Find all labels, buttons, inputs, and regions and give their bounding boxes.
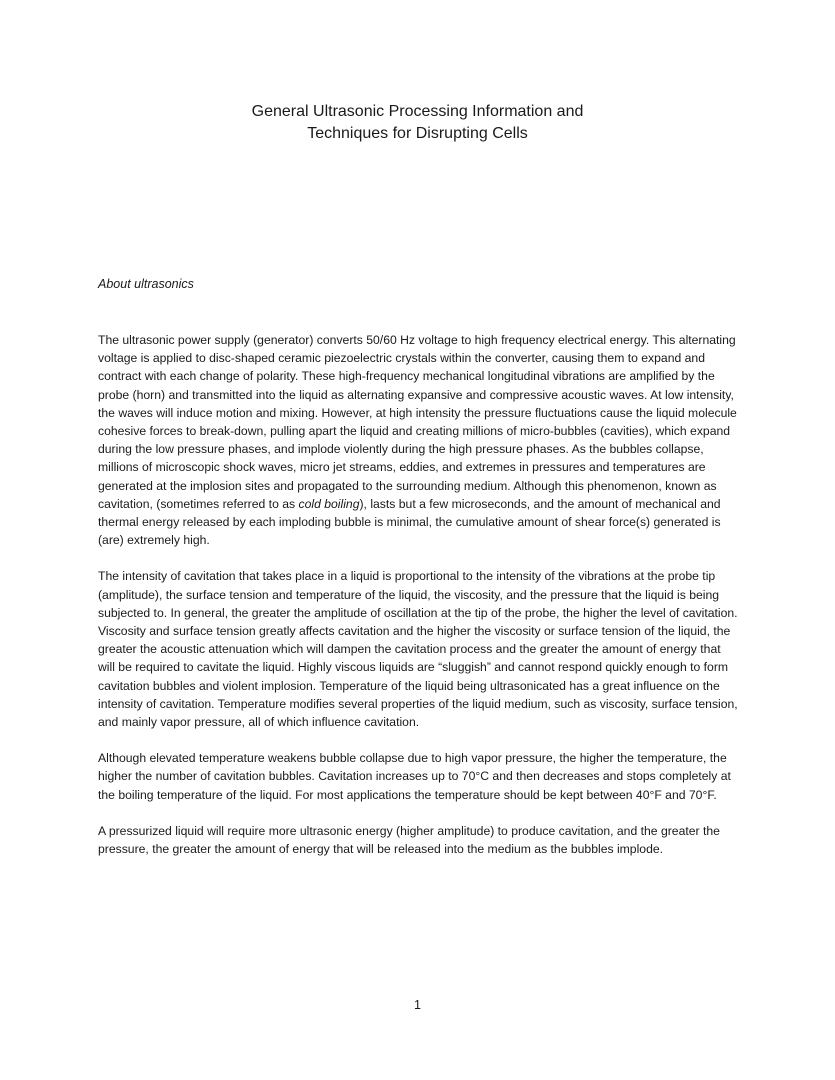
paragraph-4: A pressurized liquid will require more ultrasonic energy (higher amplitude) to produce cavitation, and the greater the pressure, the greater the amount of energy that will be released into the medium as the bubbles implode.	[98, 823, 720, 857]
page-number: 1	[414, 998, 421, 1012]
section-heading: About ultrasonics	[98, 277, 194, 291]
paragraph-1	[98, 331, 740, 549]
page-title	[0, 101, 835, 145]
body-text	[98, 331, 740, 876]
paragraph-1-text-a: The ultrasonic power supply (generator) converts 50/60 Hz voltage to high frequency electrical energy. This alternating voltage is applied to disc-shaped ceramic piezoelectric crystals within the converter, causing them to expand and contract with each change of polarity. These high-frequency mechanical longitudinal vibrations are amplified by the probe (horn) and transmitted into the liquid as alternating expansive and compressive acoustic waves. At low intensity, the waves will induce motion and mixing. However, at high intensity the pressure fluctuations cause the liquid molecule cohesive forces to break-down, pulling apart the liquid and creating millions of micro-bubbles (cavities), which expand during the low pressure phases, and implode violently during the high pressure phases. As the bubbles collapse, millions of microscopic shock waves, micro jet streams, eddies, and extremes in pressures and temperatures are generated at the implosion sites and propagated to the surrounding medium. Although this phenomenon, known as cavitation, (sometimes referred to as	[98, 333, 737, 511]
paragraph-2: The intensity of cavitation that takes place in a liquid is proportional to the intensity of the vibrations at the probe tip (amplitude), the surface tension and temperature of the liquid, the viscosity, and the pressure that the liquid is being subjected to. In general, the greater the amplitude of oscillation at the tip of the probe, the higher the level of cavitation. Viscosity and surface tension greatly affects cavitation and the higher the viscosity or surface tension of the liquid, the greater the acoustic attenuation which will dampen the cavitation process and the greater the amount of energy that will be required to cavitate the liquid. Highly viscous liquids are “sluggish” and cannot respond quickly enough to form cavitation bubbles and violent implosion. Temperature of the liquid being ultrasonicated has a great influence on the intensity of cavitation. Temperature modifies several properties of the liquid medium, such as viscosity, surface tension, and mainly vapor pressure, all of which influence cavitation.	[98, 569, 738, 730]
title-line-1: General Ultrasonic Processing Information and	[251, 103, 584, 120]
paragraph-1-text-b: ), lasts but a few microseconds, and the amount of mechanical and thermal energy released by each imploding bubble is minimal, the cumulative amount of shear force(s) generated is (are) extremely high.	[98, 496, 721, 548]
paragraph-1-italic-term: cold boiling	[298, 496, 360, 511]
paragraph-3: Although elevated temperature weakens bubble collapse due to high vapor pressure, the higher the temperature, the higher the number of cavitation bubbles. Cavitation increases up to 70°C and then decreases and stops completely at the boiling temperature of the liquid. For most applications the temperature should be kept between 40°F and 70°F.	[98, 751, 731, 802]
title-line-2: Techniques for Disrupting Cells	[307, 125, 528, 142]
